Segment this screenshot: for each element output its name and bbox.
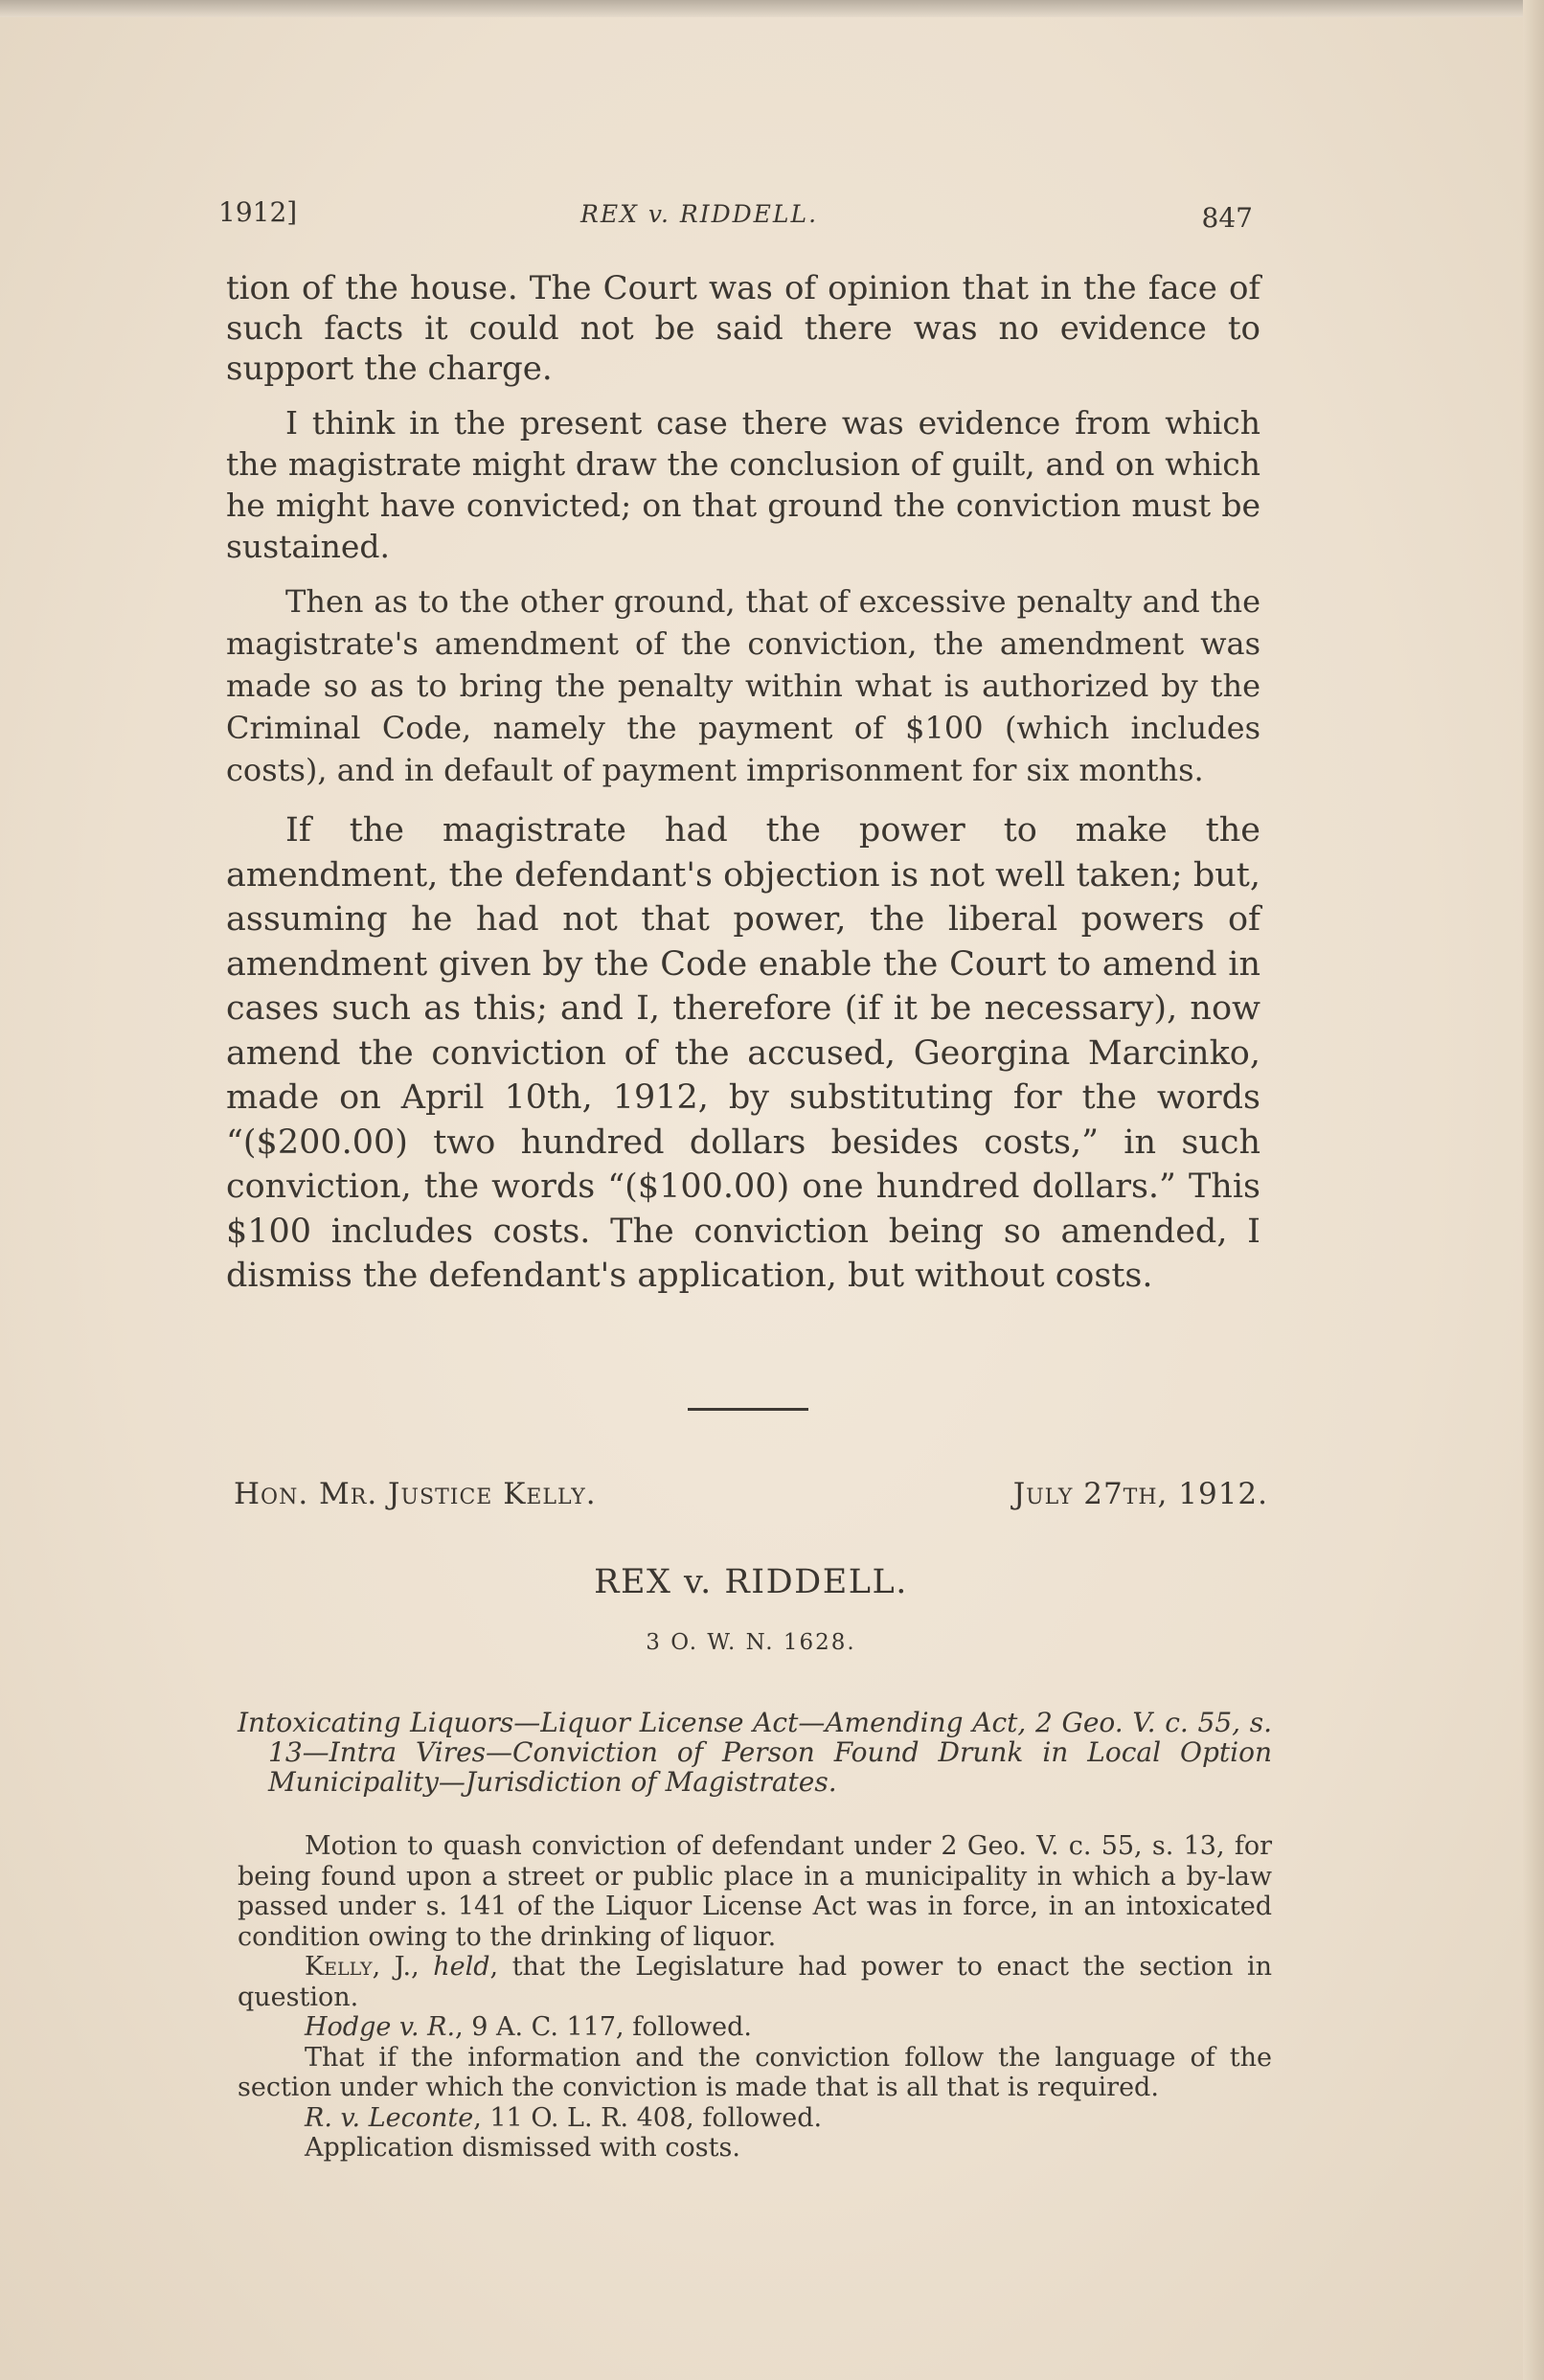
judgment-date: July 27th, 1912. <box>1012 1477 1268 1511</box>
paragraph-2: I think in the present case there was evidence from which the magistrate might draw the conclusion of guilt, and on which he might have convicted; on that ground the conviction must be sustained. <box>226 404 1260 565</box>
case-title: REX v. RIDDELL. <box>594 1563 908 1601</box>
judgment-body <box>226 268 1260 1308</box>
headnote-text: Intoxicating Liquors—Liquor License Act—Amending Act, 2 Geo. V. c. 55, s. 13—Intra Vires—Conviction of Person Found Drunk in Local Option Municipality—Jurisdiction of Magistrates. <box>238 1707 1272 1798</box>
held-word: held <box>433 1952 490 1982</box>
case-1-name: Hodge v. R. <box>305 2012 456 2042</box>
case-summary <box>238 1831 1272 2164</box>
case-2-name: R. v. Leconte <box>305 2102 474 2133</box>
summary-case-1 <box>238 2012 1272 2043</box>
running-head <box>218 196 1253 244</box>
page-top-edge <box>0 0 1544 17</box>
held-judge: Kelly, J. <box>305 1952 412 1982</box>
case-2-cite: , 11 O. L. R. 408, followed. <box>473 2102 823 2133</box>
running-head-year: 1912] <box>218 196 298 228</box>
summary-result: Application dismissed with costs. <box>305 2133 740 2163</box>
paragraph-4: If the magistrate had the power to make the amendment, the defendant's objection is not well taken; but, assuming he had not that power, the liberal powers of amendment given by the Code enable the Court to amend in cases such as this; and I, therefore (if it be necessary), now amend the conviction of the accused, Georgina Marcinko, made on April 10th, 1912, by substituting for the words “($200.00) two hundred dollars besides costs,” in such conviction, the words “($100.00) one hundred dollars.” This $100 includes costs. The conviction being so amended, I dismiss the defendant's application, but without costs. <box>226 811 1260 1295</box>
headnote <box>238 1708 1272 1797</box>
section-divider <box>688 1408 808 1411</box>
case-citation: 3 O. W. N. 1628. <box>646 1630 856 1655</box>
summary-motion: Motion to quash conviction of defendant under 2 Geo. V. c. 55, s. 13, for being found upon a street or public place in a municipality in which a by-law passed under s. 141 of the Liquor License Act was in force, in an intoxicated condition owing to the drinking of liquor. <box>238 1831 1272 1952</box>
running-head-title: REX v. RIDDELL. <box>580 200 819 228</box>
judge-name: Hon. Mr. Justice Kelly. <box>234 1477 597 1511</box>
summary-case-2 <box>238 2103 1272 2134</box>
page-number: 847 <box>1201 202 1253 234</box>
page-right-edge <box>1523 0 1544 2380</box>
paragraph-3: Then as to the other ground, that of excessive penalty and the magistrate's amendment of the conviction, the amendment was made so as to bring the penalty within what is authorized by the Criminal Code, namely the payment of $100 (which includes costs), and in default of payment imprisonment for six months. <box>226 583 1260 788</box>
summary-held: Kelly, J., held, that the Legislature had power to enact the section in question. <box>238 1952 1273 2012</box>
case-1-cite: , 9 A. C. 117, followed. <box>455 2012 752 2042</box>
paragraph-1: tion of the house. The Court was of opinion that in the face of such facts it could not be said there was no evidence to support the charge. <box>226 269 1260 388</box>
summary-rule: That if the information and the conviction follow the language of the section under which the conviction is made that is all that is required. <box>238 2042 1272 2102</box>
held-text: , that the Legislature had power to enact the section in question. <box>238 1952 1273 2012</box>
case-header-line <box>234 1477 1268 1525</box>
